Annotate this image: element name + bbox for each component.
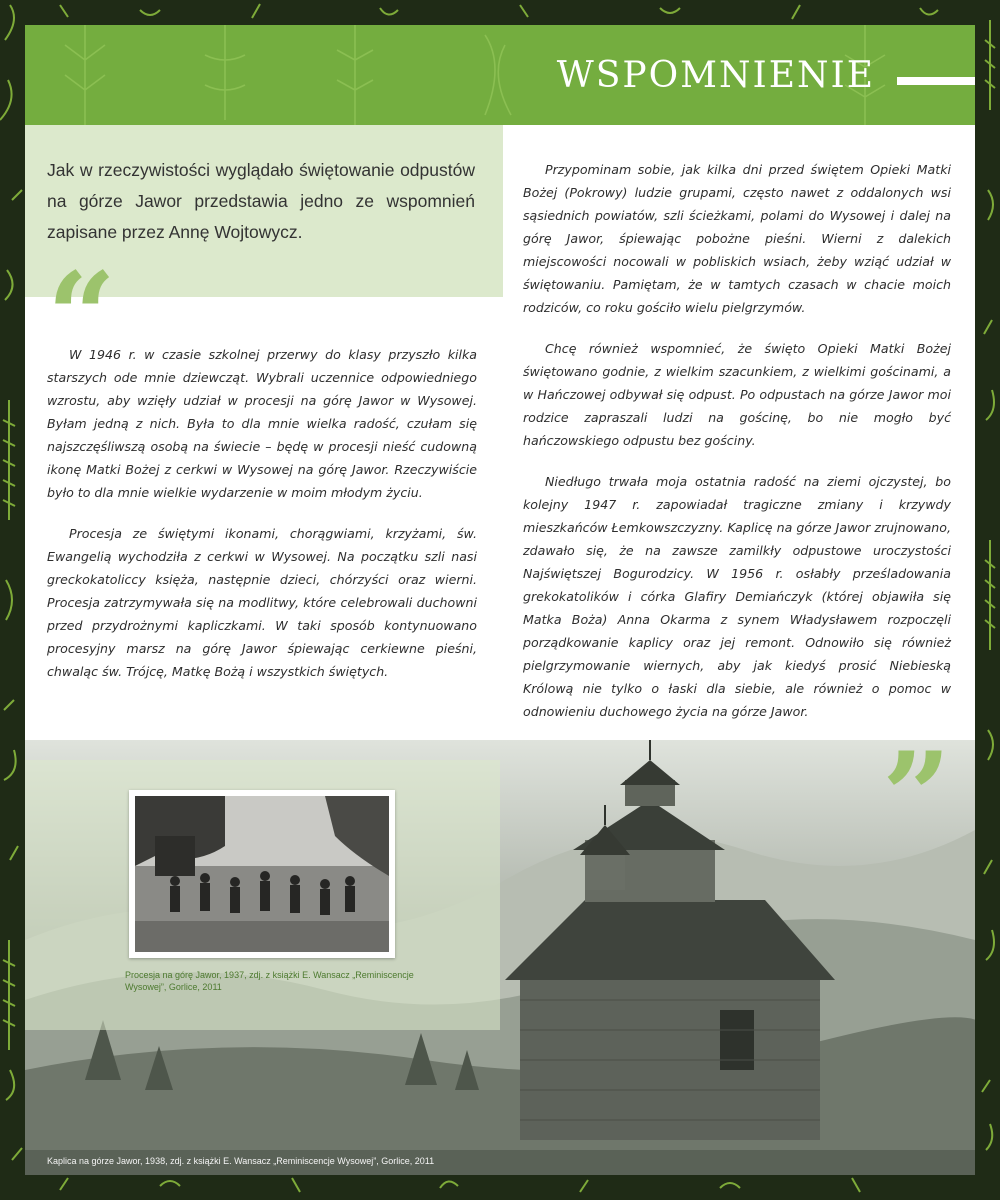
title-banner	[25, 25, 975, 125]
opening-quote-mark: “	[47, 246, 117, 387]
page-title: WSPOMNIENIE	[556, 55, 875, 96]
paragraph: W 1946 r. w czasie szkolnej przerwy do klasy przyszło kilka starszych ode mnie dziewcząt. Wybrali uczennice odpowiedniego wzrostu, aby wzięły udział w procesji na górę Jawor w Wysowej. Byłam jedną z nich. Była to dla mnie wielka radość, czułam się najszczęśliwszą osobą na świecie – będę w procesji nieść cudowną ikonę Matki Bożej z cerkwi w Wysowej na górę Jawor. Rzeczywiście było to dla mnie wielkie wydarzenie w moim młodym życiu.	[47, 347, 477, 500]
closing-quote-mark: ”	[882, 726, 952, 867]
paragraph: Chcę również wspomnieć, że święto Opieki Matki Bożej świętowano godnie, z wielkim szacunkiem, z wielkimi gościnami, a w Hańczowej odbywał się odpust. Po odpustach na górze Jawor moi rodzice zapraszali ludzi na gościnę, bo nie mogło być hańczowskiego odpustu bez gościny.	[523, 341, 951, 448]
left-text-column	[47, 343, 477, 701]
paragraph: Procesja ze świętymi ikonami, chorągwiami, krzyżami, św. Ewangelią wychodziła z cerkwi w Wysowej. Na początku szli nasi greckokatoliccy księża, następnie dzieci, chórzyści oraz wierni. Procesja zatrzymywała się na modlitwy, które celebrowali duchowni przed przydrożnymi kapliczkami. W taki sposób kontynuowano procesyjny marsz na górę Jawor śpiewając cerkiewne pieśni, chwaląc św. Trójcę, Matkę Bożą i wszystkich świętych.	[47, 526, 477, 679]
procession-photo	[129, 790, 395, 958]
chapel-photo-caption: Kaplica na górze Jawor, 1938, zdj. z książki E. Wansacz „Reminiscencje Wysowej”, Gorlice, 2011	[47, 1156, 435, 1166]
intro-text: Jak w rzeczywistości wyglądało świętowanie odpustów na górze Jawor przedstawia jedno ze wspomnień zapisane przez Annę Wojtowycz.	[47, 160, 475, 242]
right-text-column	[523, 158, 951, 741]
paragraph: Niedługo trwała moja ostatnia radość na ziemi ojczystej, bo kolejny 1947 r. zapowiadał tragiczne zmiany i krzywdy mieszkańców Łemkowszczyzny. Kaplicę na górze Jawor zrujnowano, zdawało się, że na zawsze zamilkły odpustowe uroczystości Najświętszej Bogurodzicy. W 1956 r. osłabły prześladowania grekokatolików i córka Glafiry Demiańczyk (której objawiła się Matka Boża) Anna Okarma z synem Władysławem rozpoczęli porządkowanie kaplicy oraz jej remont. Odnowiło się również pielgrzymowanie wiernych, aby jak kiedyś prosić Niebieską Królową nie tylko o łaski dla siebie, ale również o pomoc w odnowieniu duchowego życia na górze Jawor.	[523, 474, 951, 719]
paragraph: Przypominam sobie, jak kilka dni przed świętem Opieki Matki Bożej (Pokrowy) ludzie grupami, często nawet z oddalonych wsi sąsiednich powiatów, szli ścieżkami, polami do Wysowej i dalej na górę Jawor, śpiewając pobożne pieśni. Wierni z dalekich miejscowości nocowali w pobliskich wsiach, żeby wziąć udział w świętowaniu. Pamiętam, że w tamtych czasach w chacie moich rodziców, co roku gościło wielu pielgrzymów.	[523, 162, 951, 315]
procession-photo-caption: Procesja na górę Jawor, 1937, zdj. z książki E. Wansacz „Reminiscencje Wysowej”, Gorlice, 2011	[125, 970, 414, 992]
content-panel	[25, 25, 975, 1175]
title-underline-bar	[897, 77, 975, 85]
procession-photo-illustration	[135, 796, 389, 952]
